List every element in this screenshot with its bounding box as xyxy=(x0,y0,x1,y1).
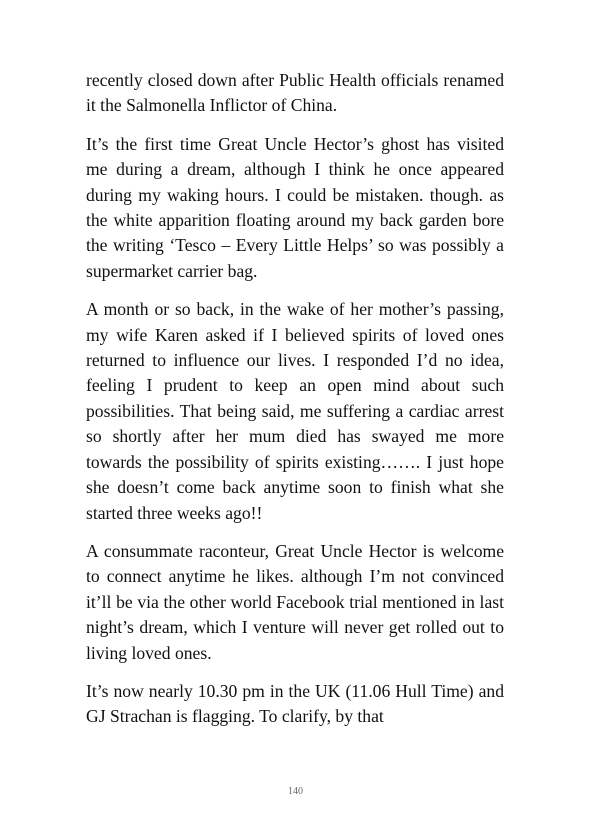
paragraph-5: It’s now nearly 10.30 pm in the UK (11.06 Hull Time) and GJ Strachan is flagging. To clarify, by that xyxy=(86,680,504,727)
paragraph-2: It’s the first time Great Uncle Hector’s ghost has visited me during a dream, although I think he once appeared during my waking hours. I could be mistaken. though. as the white apparition floating around my back garden bore the writing ‘Tesco – Every Little Helps’ so was possibly a supermarket carrier bag. xyxy=(86,133,504,281)
paragraph-1: recently closed down after Public Health officials renamed it the Salmonella Inflictor of China. xyxy=(86,70,504,116)
paragraph-4: A consummate raconteur, Great Uncle Hector is welcome to connect anytime he likes. although I’m not convinced it’ll be via the other world Facebook trial mentioned in last night’s dream, which I venture will never get rolled out to living loved ones. xyxy=(86,540,504,663)
body-text xyxy=(86,68,504,743)
paragraph-3: A month or so back, in the wake of her mother’s passing, my wife Karen asked if I believed spirits of loved ones returned to influence our lives. I responded I’d no idea, feeling I prudent to keep an open mind about such possibilities. That being said, me suffering a cardiac arrest so shortly after her mum died has swayed me more towards the possibility of spirits existing……. I just hope she doesn’t come back anytime soon to finish what she started three weeks ago!! xyxy=(86,299,504,523)
page-number: 140 xyxy=(288,786,303,797)
